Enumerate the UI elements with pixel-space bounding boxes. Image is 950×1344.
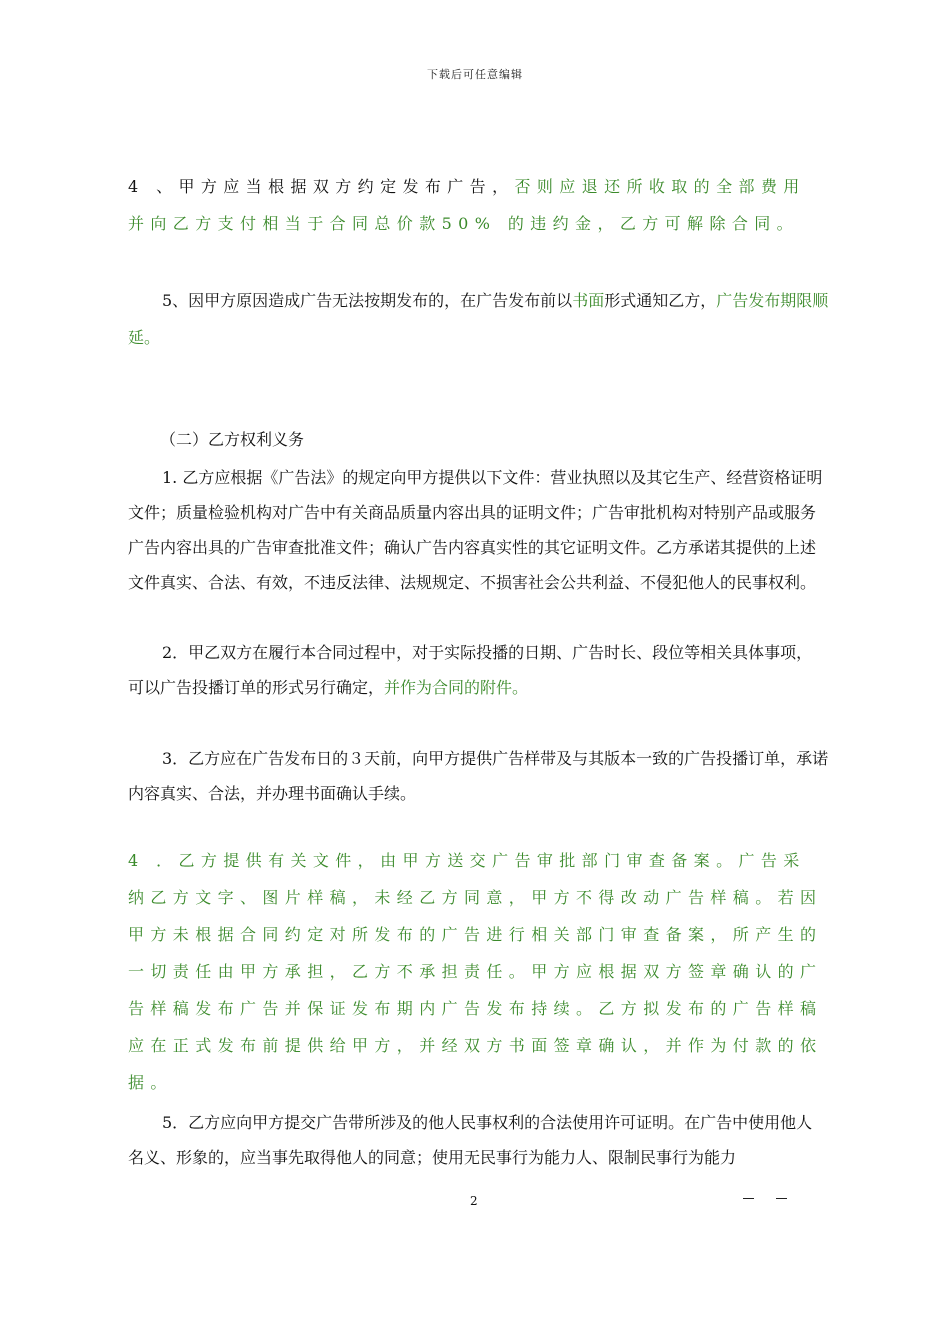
section-2-title: （二）乙方权利义务 [160, 430, 305, 449]
footer-dash-right [776, 1198, 787, 1199]
clause-4-penalty-text: 否则应退还所收取的全部费用并向乙方支付相当于合同总价款50% 的违约金，乙方可解除合同。 [128, 177, 806, 233]
footer-dash-left [743, 1198, 754, 1199]
party-b-item-4: 4 ．乙方提供有关文件，由甲方送交广告审批部门审查备案。广告采纳乙方文字、图片样稿，未经乙方同意，甲方不得改动广告样稿。若因甲方未根据合同约定对所发布的广告进行相关部门审查备案，所产生的一切责任由甲方承担，乙方不承担责任。甲方应根据双方签章确认的广告样稿发布广告并保证发布期内广告发布持续。乙方拟发布的广告样稿应在正式发布前提供给甲方，并经双方书面签章确认，并作为付款的依据。 [128, 851, 823, 1092]
clause-4-publish [128, 168, 828, 242]
clause-4-text: 4 、甲方应当根据双方约定发布广告， [128, 177, 515, 196]
clause-5-written-text: 书面 [572, 291, 605, 310]
party-b-item-5: 5．乙方应向甲方提交广告带所涉及的他人民事权利的合法使用许可证明。在广告中使用他人名义、形象的，应当事先取得他人的同意；使用无民事行为能力人、限制民事行为能力 [128, 1113, 813, 1167]
clause-5-text-2: 形式通知乙方， [604, 291, 717, 310]
clause-5-delay [128, 282, 834, 356]
clause-5-extension-text: 广告发布期限顺延。 [128, 291, 829, 347]
clause-5-text-1: 5、因甲方原因造成广告无法按期发布的，在广告发布前以 [162, 291, 573, 310]
page-header: 下载后可任意编辑 [427, 68, 523, 81]
party-b-item-1: 1. 乙方应根据《广告法》的规定向甲方提供以下文件：营业执照以及其它生产、经营资格证明文件；质量检验机构对广告中有关商品质量内容出具的证明文件；广告审批机构对特别产品或服务广告内容出具的广告审查批准文件；确认广告内容真实性的其它证明文件。乙方承诺其提供的上述文件真实、合法、有效，不违反法律、法规规定、不损害社会公共利益、不侵犯他人的民事权利。 [128, 468, 823, 592]
party-b-item-2 [128, 635, 828, 705]
page-number: 2 [470, 1194, 478, 1208]
item-2-text: 2．甲乙双方在履行本合同过程中，对于实际投播的日期、广告时长、段位等相关具体事项，可以广告投播订单的形式另行确定， [128, 643, 813, 697]
item-2-annex-text: 并作为合同的附件。 [384, 678, 529, 697]
party-b-item-3: 3．乙方应在广告发布日的３天前，向甲方提供广告样带及与其版本一致的广告投播订单，承诺内容真实、合法，并办理书面确认手续。 [128, 749, 829, 803]
